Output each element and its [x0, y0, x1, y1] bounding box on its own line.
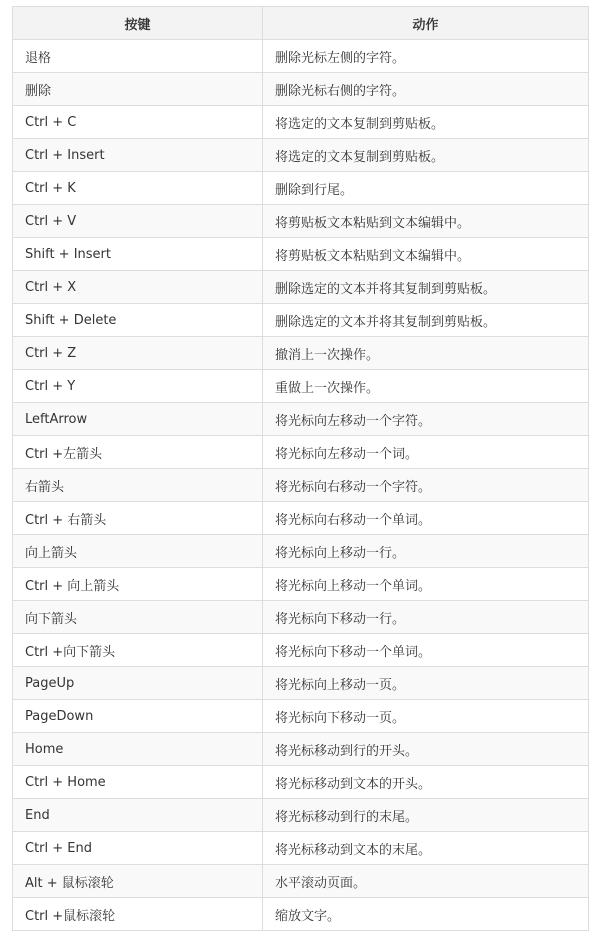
key-cell: LeftArrow: [13, 403, 263, 436]
table-row: [13, 304, 589, 337]
action-cell: 将剪贴板文本粘贴到文本编辑中。: [263, 205, 589, 238]
table-row: [13, 139, 589, 172]
table-row: [13, 337, 589, 370]
table-header-row: [13, 7, 589, 40]
action-cell: 撤消上一次操作。: [263, 337, 589, 370]
key-cell: Ctrl + Y: [13, 370, 263, 403]
table-row: [13, 898, 589, 931]
key-cell: Ctrl + 向上箭头: [13, 568, 263, 601]
action-cell: 将光标向右移动一个字符。: [263, 469, 589, 502]
table-row: [13, 403, 589, 436]
action-cell: 将光标移动到文本的开头。: [263, 766, 589, 799]
table-row: [13, 106, 589, 139]
key-cell: 右箭头: [13, 469, 263, 502]
action-cell: 将光标移动到行的开头。: [263, 733, 589, 766]
action-cell: 将光标移动到行的末尾。: [263, 799, 589, 832]
key-cell: Ctrl + X: [13, 271, 263, 304]
key-cell: Ctrl + Home: [13, 766, 263, 799]
key-cell: End: [13, 799, 263, 832]
key-cell: Ctrl + End: [13, 832, 263, 865]
table-row: [13, 73, 589, 106]
table-row: [13, 436, 589, 469]
action-cell: 水平滚动页面。: [263, 865, 589, 898]
table-row: [13, 799, 589, 832]
table-row: [13, 205, 589, 238]
action-cell: 删除到行尾。: [263, 172, 589, 205]
table-row: [13, 370, 589, 403]
key-cell: Ctrl + K: [13, 172, 263, 205]
table-row: [13, 469, 589, 502]
table-row: [13, 568, 589, 601]
shortcut-table-container: [12, 6, 588, 931]
table-row: [13, 832, 589, 865]
action-cell: 将选定的文本复制到剪贴板。: [263, 106, 589, 139]
key-cell: Ctrl + V: [13, 205, 263, 238]
key-cell: Ctrl + 右箭头: [13, 502, 263, 535]
key-cell: PageUp: [13, 667, 263, 700]
header-key: 按键: [13, 7, 263, 40]
action-cell: 将光标向左移动一个词。: [263, 436, 589, 469]
table-row: [13, 172, 589, 205]
action-cell: 将光标向上移动一行。: [263, 535, 589, 568]
action-cell: 将光标向上移动一页。: [263, 667, 589, 700]
action-cell: 删除光标左侧的字符。: [263, 40, 589, 73]
table-row: [13, 40, 589, 73]
table-row: [13, 865, 589, 898]
key-cell: Ctrl +左箭头: [13, 436, 263, 469]
action-cell: 将剪贴板文本粘贴到文本编辑中。: [263, 238, 589, 271]
key-cell: PageDown: [13, 700, 263, 733]
action-cell: 将光标向下移动一个单词。: [263, 634, 589, 667]
key-cell: Alt + 鼠标滚轮: [13, 865, 263, 898]
table-row: [13, 238, 589, 271]
action-cell: 删除选定的文本并将其复制到剪贴板。: [263, 271, 589, 304]
table-row: [13, 535, 589, 568]
table-row: [13, 502, 589, 535]
action-cell: 将光标向右移动一个单词。: [263, 502, 589, 535]
key-cell: Shift + Delete: [13, 304, 263, 337]
table-row: [13, 271, 589, 304]
header-action: 动作: [263, 7, 589, 40]
key-cell: Shift + Insert: [13, 238, 263, 271]
key-cell: Home: [13, 733, 263, 766]
table-row: [13, 700, 589, 733]
shortcut-table: [12, 6, 589, 931]
table-body: [13, 40, 589, 931]
key-cell: Ctrl + C: [13, 106, 263, 139]
action-cell: 将光标移动到文本的末尾。: [263, 832, 589, 865]
key-cell: 向上箭头: [13, 535, 263, 568]
table-row: [13, 766, 589, 799]
table-row: [13, 733, 589, 766]
action-cell: 将选定的文本复制到剪贴板。: [263, 139, 589, 172]
table-row: [13, 667, 589, 700]
key-cell: Ctrl +鼠标滚轮: [13, 898, 263, 931]
action-cell: 将光标向下移动一行。: [263, 601, 589, 634]
key-cell: 退格: [13, 40, 263, 73]
action-cell: 将光标向上移动一个单词。: [263, 568, 589, 601]
table-row: [13, 601, 589, 634]
action-cell: 将光标向下移动一页。: [263, 700, 589, 733]
action-cell: 删除选定的文本并将其复制到剪贴板。: [263, 304, 589, 337]
key-cell: Ctrl + Insert: [13, 139, 263, 172]
key-cell: Ctrl + Z: [13, 337, 263, 370]
key-cell: Ctrl +向下箭头: [13, 634, 263, 667]
action-cell: 重做上一次操作。: [263, 370, 589, 403]
key-cell: 删除: [13, 73, 263, 106]
action-cell: 删除光标右侧的字符。: [263, 73, 589, 106]
action-cell: 将光标向左移动一个字符。: [263, 403, 589, 436]
table-row: [13, 634, 589, 667]
key-cell: 向下箭头: [13, 601, 263, 634]
action-cell: 缩放文字。: [263, 898, 589, 931]
